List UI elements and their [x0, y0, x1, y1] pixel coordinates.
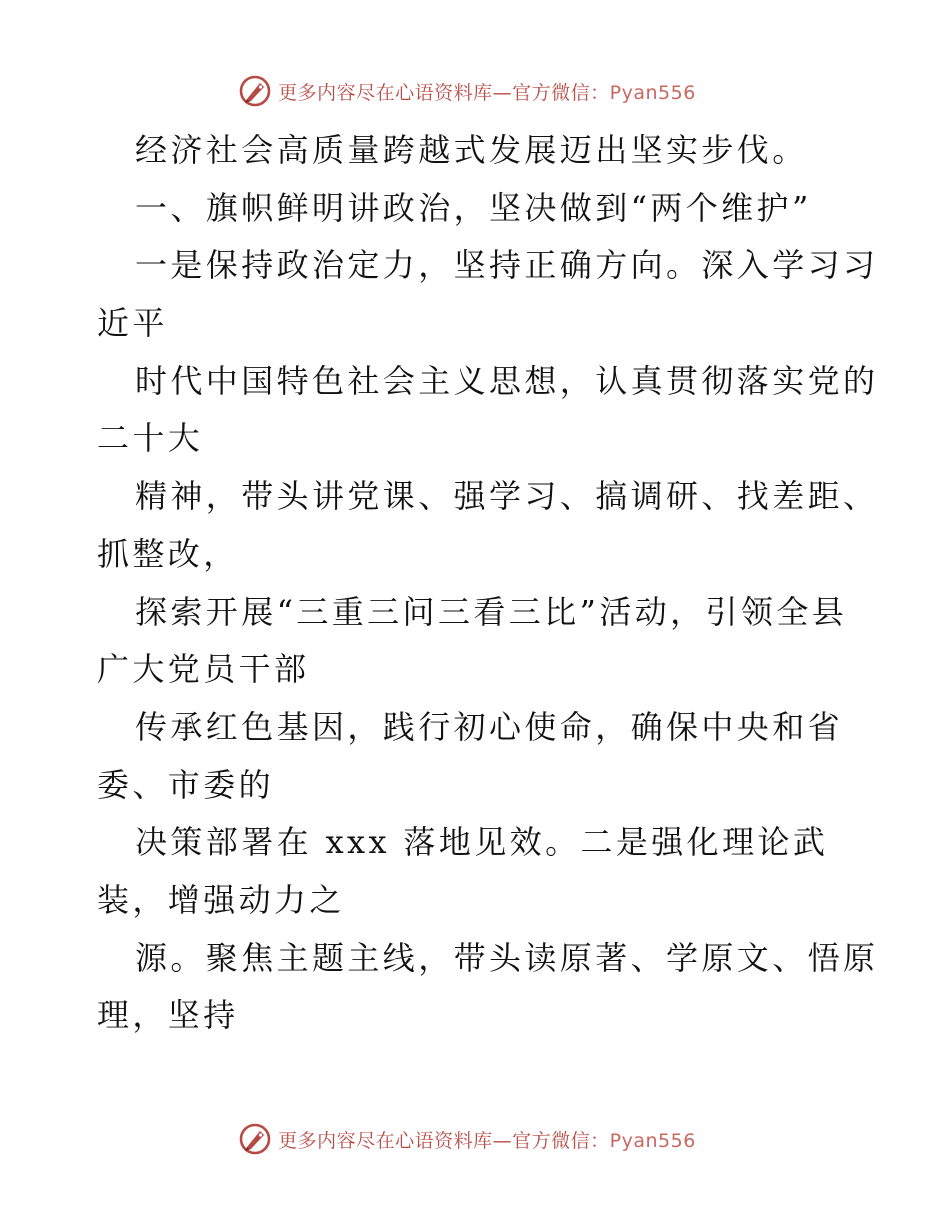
footer-banner-text — [278, 1126, 696, 1153]
text-line: 委、市委的 — [97, 765, 275, 804]
text-line: 决策部署在 xxx 落地见效。二是强化理论武 — [135, 823, 829, 862]
text-line: 时代中国特色社会主义思想，认真贯彻落实党的 — [135, 361, 879, 400]
text-line: 装，增强动力之 — [97, 880, 345, 919]
text-line: 广大党员干部 — [97, 650, 310, 689]
text-line: 二十大 — [97, 419, 204, 458]
text-line: 理，坚持 — [97, 996, 239, 1035]
wechat-id: Pyan556 — [609, 81, 696, 104]
banner-label: 更多内容尽在心语资料库—官方微信： — [278, 1129, 610, 1152]
text-line: 近平 — [97, 304, 168, 343]
header-banner-content — [238, 74, 696, 108]
document-body — [97, 122, 879, 1045]
pen-nib-logo-icon — [238, 74, 272, 108]
text-line: 源。聚焦主题主线，带头读原著、学原文、悟原 — [135, 938, 879, 977]
footer-banner-content — [238, 1122, 696, 1156]
pen-nib-logo-icon — [238, 1122, 272, 1156]
wechat-id: Pyan556 — [609, 1129, 696, 1152]
text-line: 探索开展“三重三问三看三比”活动，引领全县 — [135, 592, 848, 631]
text-line: 传承红色基因，践行初心使命，确保中央和省 — [135, 707, 844, 746]
text-line: 一、旗帜鲜明讲政治，坚决做到“两个维护” — [135, 188, 812, 227]
header-banner — [0, 71, 950, 111]
footer-banner — [0, 1119, 950, 1159]
text-line: 一是保持政治定力，坚持正确方向。深入学习习 — [135, 246, 879, 285]
text-line: 抓整改， — [97, 534, 239, 573]
text-line: 精神，带头讲党课、强学习、搞调研、找差距、 — [135, 477, 879, 516]
banner-label: 更多内容尽在心语资料库—官方微信： — [278, 81, 610, 104]
header-banner-text — [278, 78, 696, 105]
text-line: 经济社会高质量跨越式发展迈出坚实步伐。 — [135, 131, 808, 169]
